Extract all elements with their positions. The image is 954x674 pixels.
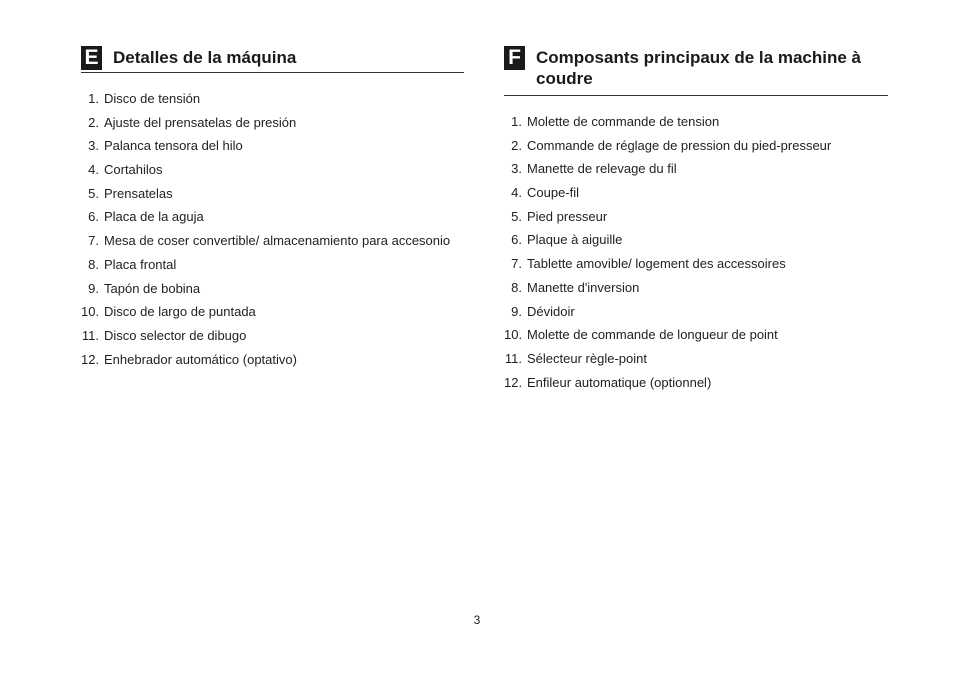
page-number: 3	[473, 613, 481, 627]
item-label: Disco selector de dibugo	[104, 327, 247, 343]
item-label: Disco de tensión	[104, 91, 201, 106]
item-number: 9.	[511, 303, 522, 319]
list-item	[504, 276, 888, 300]
list-item	[504, 134, 888, 158]
list-item	[504, 205, 888, 229]
item-number: 4.	[511, 185, 522, 201]
item-label: Molette de commande de tension	[527, 114, 720, 129]
list-item	[81, 229, 464, 253]
item-label: Coupe-fil	[527, 185, 580, 201]
item-label: Manette de relevage du fil	[527, 161, 677, 177]
item-number: 3.	[88, 138, 99, 154]
item-label: Sélecteur règle-point	[527, 350, 647, 366]
section-title-spanish: Detalles de la máquina	[113, 48, 297, 67]
list-item	[81, 253, 464, 277]
parts-list-spanish	[81, 87, 464, 371]
item-label: Palanca tensora del hilo	[104, 138, 243, 154]
list-item	[504, 157, 888, 181]
item-number: 5.	[88, 185, 99, 201]
item-number: 12.	[504, 374, 523, 390]
item-number: 12.	[81, 351, 100, 367]
language-badge-f: F	[504, 46, 525, 70]
item-number: 4.	[88, 162, 99, 178]
list-item	[81, 205, 464, 229]
section-french	[504, 46, 888, 394]
list-item	[504, 181, 888, 205]
item-number: 7.	[88, 233, 99, 249]
item-number: 2.	[511, 137, 522, 153]
item-number: 5.	[511, 208, 522, 224]
section-title-french-line1: Composants principaux de la machine à	[536, 48, 861, 67]
item-number: 8.	[511, 279, 522, 295]
list-item	[81, 87, 464, 111]
list-item	[81, 300, 464, 324]
parts-list-french	[504, 110, 888, 394]
item-number: 11.	[504, 350, 522, 366]
list-item	[504, 371, 888, 395]
item-number: 7.	[511, 256, 522, 272]
item-number: 6.	[511, 232, 522, 248]
item-label: Dévidoir	[527, 303, 575, 319]
item-number: 2.	[88, 114, 99, 130]
item-number: 10.	[81, 304, 100, 320]
list-item	[504, 252, 888, 276]
item-number: 10.	[504, 327, 523, 343]
item-label: Prensatelas	[104, 185, 173, 201]
list-item	[81, 324, 464, 348]
item-number: 8.	[88, 256, 99, 272]
item-label: Enfileur automatique (optionnel)	[527, 374, 712, 390]
list-item	[504, 228, 888, 252]
list-item	[504, 347, 888, 371]
item-label: Enhebrador automático (optativo)	[104, 351, 297, 367]
list-item	[81, 182, 464, 206]
item-label: Placa de la aguja	[104, 209, 204, 225]
list-item	[504, 323, 888, 347]
item-number: 3.	[511, 161, 522, 177]
item-label: Manette d'inversion	[527, 279, 640, 295]
item-label: Commande de réglage de pression du pied-presseur	[527, 137, 832, 153]
list-item	[81, 277, 464, 301]
list-item	[504, 110, 888, 134]
item-label: Mesa de coser convertible/ almacenamiento para accesonio	[104, 233, 451, 249]
item-label: Molette de commande de longueur de point	[527, 327, 778, 343]
list-item	[81, 348, 464, 372]
item-number: 1.	[88, 91, 99, 106]
item-number: 9.	[88, 280, 99, 296]
item-label: Cortahilos	[104, 162, 163, 178]
list-item	[504, 300, 888, 324]
section-header-french	[504, 46, 888, 96]
list-item	[81, 134, 464, 158]
item-label: Ajuste del prensatelas de presión	[104, 114, 297, 130]
item-number: 1.	[511, 114, 522, 129]
item-label: Disco de largo de puntada	[104, 304, 256, 320]
list-item	[81, 111, 464, 135]
item-number: 6.	[88, 209, 99, 225]
language-badge-e: E	[81, 46, 102, 70]
list-item	[81, 158, 464, 182]
item-label: Tapón de bobina	[104, 280, 201, 296]
item-label: Placa frontal	[104, 256, 177, 272]
section-spanish	[81, 46, 464, 371]
section-title-french-line2: coudre	[536, 69, 593, 88]
item-label: Pied presseur	[527, 208, 608, 224]
section-header-spanish	[81, 46, 464, 73]
item-label: Plaque à aiguille	[527, 232, 623, 248]
item-label: Tablette amovible/ logement des accessoires	[527, 256, 786, 272]
section-title-french	[536, 47, 861, 89]
item-number: 11.	[81, 327, 99, 343]
